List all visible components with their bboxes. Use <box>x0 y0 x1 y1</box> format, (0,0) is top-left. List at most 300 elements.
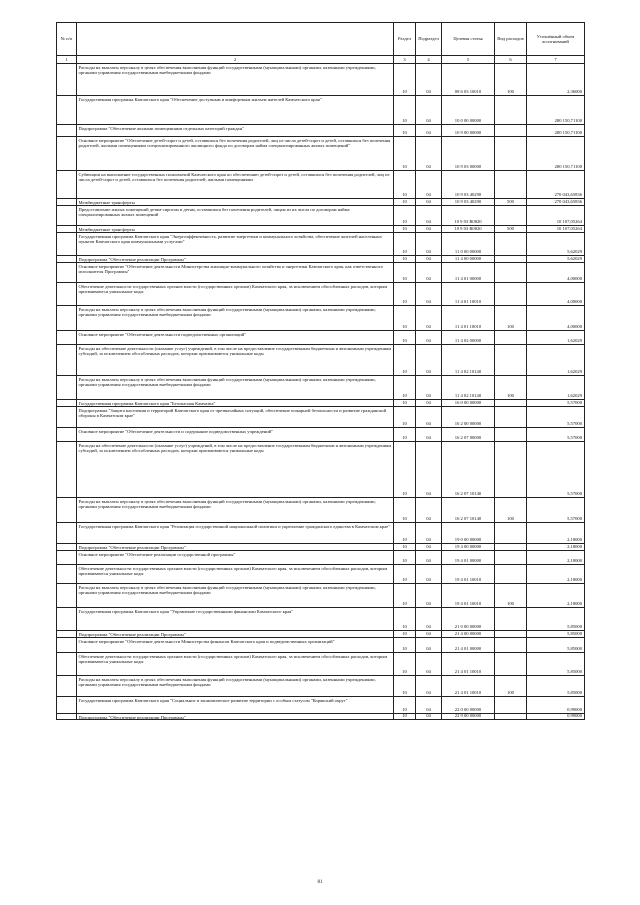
cell-section <box>393 608 415 630</box>
cell-subsection-text: 04 <box>426 369 431 374</box>
cell-amount-text: 5,57000 <box>567 435 582 440</box>
cell-target-text: 22 9 00 00000 <box>454 713 482 718</box>
cell-name <box>76 256 393 262</box>
cell-subsection <box>415 551 441 564</box>
cell-num <box>56 638 76 652</box>
cell-subsection <box>415 96 441 124</box>
cell-target <box>441 631 494 637</box>
cell-target-text: 16 2 07 10140 <box>454 516 482 521</box>
cell-num <box>56 171 76 198</box>
cell-name-text: Государственная программа Камчатского края "Обеспечение доступным и комфортным жильем жителей Камчатского края" <box>78 97 322 102</box>
cell-section-text: 10 <box>402 219 407 224</box>
cell-section <box>393 331 415 344</box>
cell-section <box>393 256 415 262</box>
cell-target-text: 08 6 03 10010 <box>454 89 482 94</box>
cell-subsection-text: 04 <box>426 276 431 281</box>
cell-target-text: 16 2 07 10140 <box>454 491 482 496</box>
cell-amount <box>526 331 585 344</box>
cell-name-text: Обеспечение деятельности государственных органов власти (государственных органов) Камчатского края, за исключением обособленных расходов, которым присваиваются уникальные коды <box>78 654 388 665</box>
table-row <box>56 226 585 233</box>
cell-num <box>56 125 76 136</box>
cell-target <box>441 584 494 607</box>
header-index-5: 5 <box>441 56 494 64</box>
cell-subsection <box>415 714 441 719</box>
cell-subsection-text: 04 <box>426 164 431 169</box>
cell-type-text: 100 <box>507 516 514 521</box>
cell-subsection <box>415 442 441 497</box>
cell-name-text: Основное мероприятие "Обеспечение деятельности Министерства финансов Камчатского края и подведомственных организаций" <box>78 639 335 644</box>
cell-name <box>76 125 393 136</box>
cell-subsection <box>415 400 441 406</box>
cell-num <box>56 306 76 330</box>
cell-type <box>494 697 526 713</box>
cell-amount <box>526 638 585 652</box>
cell-name-text: Предоставление жилых помещений детям-сиротам и детям, оставшимся без попечения родителей, лицам из их числа по договорам найма специализированных жилых помещений <box>78 207 350 218</box>
cell-subsection <box>415 565 441 583</box>
cell-section <box>393 306 415 330</box>
cell-section-text: 10 <box>402 393 407 398</box>
cell-target-text: 21 0 00 00000 <box>454 624 482 629</box>
cell-subsection <box>415 256 441 262</box>
cell-target <box>441 376 494 399</box>
cell-subsection-text: 04 <box>426 435 431 440</box>
cell-amount-text: 5,62029 <box>567 249 582 254</box>
cell-target-text: 10 9 00 00000 <box>454 130 482 135</box>
cell-target-text: 21 4 01 00000 <box>454 646 482 651</box>
cell-num <box>56 400 76 406</box>
cell-subsection <box>415 226 441 232</box>
cell-amount <box>526 199 585 205</box>
cell-amount-text: 280 150,71100 <box>554 118 582 123</box>
cell-name <box>76 206 393 225</box>
cell-amount <box>526 64 585 95</box>
cell-name-text: Основное мероприятие "Обеспечение деятельности подведомственных организаций" <box>78 332 246 337</box>
cell-section <box>393 523 415 543</box>
cell-amount-text: 270 043,65836 <box>554 192 582 197</box>
cell-section <box>393 407 415 427</box>
cell-num <box>56 442 76 497</box>
cell-name-text: Основное мероприятие "Обеспечение реализации государственной программы" <box>78 552 236 557</box>
cell-subsection-text: 04 <box>426 192 431 197</box>
cell-section-text: 10 <box>402 199 407 204</box>
table-row <box>56 523 585 544</box>
cell-name-text: Подпрограмма "Защита населения и территорий Камчатского края от чрезвычайных ситуаций, обеспечение пожарной безопасности и развитие гражданской обороны в Камчатском крае" <box>78 408 387 419</box>
cell-name <box>76 226 393 232</box>
cell-section <box>393 442 415 497</box>
cell-section <box>393 565 415 583</box>
cell-amount <box>526 676 585 696</box>
cell-num <box>56 714 76 719</box>
cell-amount-text: 5,85000 <box>567 690 582 695</box>
cell-subsection-text: 04 <box>426 669 431 674</box>
cell-subsection-text: 04 <box>426 516 431 521</box>
cell-subsection-text: 04 <box>426 299 431 304</box>
cell-amount-text: 5,57000 <box>567 421 582 426</box>
cell-section-text: 10 <box>402 537 407 542</box>
cell-section <box>393 345 415 375</box>
cell-subsection <box>415 631 441 637</box>
cell-section <box>393 171 415 198</box>
cell-name-text: Расходы на обеспечение деятельности (оказание услуг) учреждений, в том числе на предоставление государственным бюджетным и автономным учреждениям субсидий, за исключением обособленных расходов, которым присваиваются уникальные коды <box>78 346 392 357</box>
cell-num <box>56 283 76 305</box>
cell-target <box>441 199 494 205</box>
cell-subsection <box>415 199 441 205</box>
table-row <box>56 171 585 199</box>
cell-amount <box>526 345 585 375</box>
cell-type <box>494 608 526 630</box>
cell-subsection <box>415 428 441 441</box>
cell-section <box>393 714 415 719</box>
cell-target <box>441 206 494 225</box>
cell-amount <box>526 407 585 427</box>
cell-amount-text: 5,85000 <box>567 624 582 629</box>
cell-name <box>76 565 393 583</box>
cell-name-text: Государственная программа Камчатского края "Энергоэффективность, развитие энергетики и коммунального хозяйства, обеспечение жителей населенных пунктов Камчатского края коммунальными услугами" <box>78 234 382 245</box>
cell-amount <box>526 631 585 637</box>
cell-target-text: 11 4 01 10010 <box>454 324 482 329</box>
cell-subsection-text: 04 <box>426 491 431 496</box>
table-row <box>56 263 585 283</box>
cell-type <box>494 653 526 675</box>
cell-type <box>494 544 526 550</box>
cell-name <box>76 523 393 543</box>
cell-type <box>494 498 526 522</box>
header-type: Вид расходов <box>494 22 526 56</box>
cell-subsection <box>415 498 441 522</box>
header-index-4: 4 <box>415 56 441 64</box>
cell-section-text: 10 <box>402 707 407 712</box>
cell-target <box>441 345 494 375</box>
cell-num <box>56 376 76 399</box>
cell-target <box>441 638 494 652</box>
cell-section-text: 10 <box>402 256 407 261</box>
table-row <box>56 376 585 400</box>
table-row <box>56 283 585 306</box>
cell-type <box>494 584 526 607</box>
cell-amount-text: 280 150,71100 <box>554 130 582 135</box>
cell-num <box>56 631 76 637</box>
cell-amount-text: 10 107,05264 <box>556 226 582 231</box>
table-row <box>56 206 585 226</box>
table-row <box>56 125 585 137</box>
cell-type <box>494 407 526 427</box>
cell-target-text: 21 4 00 00000 <box>454 631 482 636</box>
cell-subsection-text: 04 <box>426 421 431 426</box>
cell-name <box>76 171 393 198</box>
header-target: Целевая статья <box>441 22 494 56</box>
cell-amount-text: 2,18000 <box>567 537 582 542</box>
cell-section-text: 10 <box>402 226 407 231</box>
cell-subsection <box>415 653 441 675</box>
table-row <box>56 653 585 676</box>
cell-amount-text: 1,62029 <box>567 338 582 343</box>
cell-section-text: 10 <box>402 516 407 521</box>
cell-section <box>393 544 415 550</box>
cell-type-text: 100 <box>507 393 514 398</box>
cell-name-text: Расходы на выплаты персоналу в целях обеспечения выполнения функций государственными (муниципальными) органами, казенными учреждениями, органами управления государственными внебюджетными фондами <box>78 677 376 688</box>
cell-type-text: 100 <box>507 324 514 329</box>
cell-section-text: 10 <box>402 690 407 695</box>
cell-amount-text: 5,62029 <box>567 256 582 261</box>
cell-name <box>76 407 393 427</box>
cell-amount <box>526 137 585 170</box>
cell-subsection <box>415 125 441 136</box>
cell-section <box>393 199 415 205</box>
table-row <box>56 233 585 256</box>
cell-name <box>76 306 393 330</box>
cell-section <box>393 226 415 232</box>
cell-name <box>76 676 393 696</box>
cell-type <box>494 263 526 282</box>
cell-section <box>393 551 415 564</box>
cell-amount <box>526 697 585 713</box>
header-name <box>76 22 393 56</box>
cell-target <box>441 676 494 696</box>
cell-name-text: Подпрограмма "Обеспечение жилыми помещениями отдельных категорий граждан" <box>78 126 244 131</box>
cell-target-text: 11 0 00 00000 <box>454 249 482 254</box>
cell-name <box>76 653 393 675</box>
cell-target-text: 21 4 01 10010 <box>454 690 482 695</box>
cell-amount-text: 10 107,05264 <box>556 219 582 224</box>
cell-num <box>56 428 76 441</box>
cell-section-text: 10 <box>402 299 407 304</box>
cell-num <box>56 226 76 232</box>
cell-type <box>494 714 526 719</box>
cell-type <box>494 631 526 637</box>
cell-name-text: Субвенции на выполнение государственных полномочий Камчатского края по обеспечению детей-сирот и детей, оставшихся без попечения родителей, лиц из числа детей-сирот и детей, оставшихся без попечения родителей, жилыми помещениями <box>78 172 390 183</box>
cell-name <box>76 64 393 95</box>
cell-subsection-text: 04 <box>426 544 431 549</box>
table-row <box>56 714 585 720</box>
cell-amount <box>526 400 585 406</box>
table-row <box>56 199 585 206</box>
cell-name-text: Межбюджетные трансферты <box>78 200 135 205</box>
cell-subsection-text: 04 <box>426 400 431 405</box>
cell-type <box>494 442 526 497</box>
cell-type <box>494 565 526 583</box>
cell-amount <box>526 233 585 255</box>
cell-amount <box>526 125 585 136</box>
cell-target-text: 10 9 03 R0820 <box>454 219 482 224</box>
header-amount: Уточнённый объем ассигнований <box>526 22 585 56</box>
cell-subsection-text: 04 <box>426 130 431 135</box>
cell-section <box>393 676 415 696</box>
header-index-3: 3 <box>393 56 415 64</box>
cell-subsection-text: 04 <box>426 707 431 712</box>
table-row <box>56 498 585 523</box>
table-row <box>56 442 585 498</box>
cell-amount <box>526 714 585 719</box>
cell-name-text: Подпрограмма "Обеспечение реализации Программы" <box>78 715 186 720</box>
cell-subsection <box>415 544 441 550</box>
cell-subsection <box>415 64 441 95</box>
cell-subsection <box>415 676 441 696</box>
table-row <box>56 345 585 376</box>
cell-type-text: 500 <box>507 199 514 204</box>
cell-amount <box>526 96 585 124</box>
cell-amount <box>526 306 585 330</box>
cell-type <box>494 233 526 255</box>
cell-name-text: Государственная программа Камчатского края "Реализация государственной национальной политики и укрепление гражданского единства в Камчатском крае" <box>78 524 391 529</box>
cell-name <box>76 442 393 497</box>
table-row <box>56 400 585 407</box>
cell-section <box>393 428 415 441</box>
header-subsection: Подраздел <box>415 22 441 56</box>
cell-section-text: 10 <box>402 130 407 135</box>
cell-type <box>494 226 526 232</box>
cell-section <box>393 125 415 136</box>
cell-num <box>56 199 76 205</box>
cell-section-text: 10 <box>402 646 407 651</box>
cell-name <box>76 137 393 170</box>
cell-subsection-text: 04 <box>426 631 431 636</box>
cell-target-text: 11 4 01 00000 <box>454 276 482 281</box>
cell-name <box>76 233 393 255</box>
cell-name <box>76 376 393 399</box>
cell-section-text: 10 <box>402 669 407 674</box>
cell-amount <box>526 565 585 583</box>
table-row <box>56 697 585 714</box>
cell-target-text: 19 4 01 00000 <box>454 558 482 563</box>
header-index-1: 1 <box>56 56 76 64</box>
cell-section <box>393 137 415 170</box>
cell-section-text: 10 <box>402 192 407 197</box>
cell-subsection-text: 04 <box>426 601 431 606</box>
cell-section-text: 10 <box>402 369 407 374</box>
cell-amount-text: 2,18000 <box>567 558 582 563</box>
cell-subsection <box>415 407 441 427</box>
table-row <box>56 631 585 638</box>
cell-amount <box>526 544 585 550</box>
table-row <box>56 551 585 565</box>
cell-amount <box>526 442 585 497</box>
cell-type <box>494 96 526 124</box>
cell-type <box>494 256 526 262</box>
cell-amount-text: 0,99000 <box>567 707 582 712</box>
table-row <box>56 64 585 96</box>
cell-amount <box>526 498 585 522</box>
cell-section-text: 10 <box>402 491 407 496</box>
cell-name-text: Основное мероприятие "Обеспечение детей-сирот и детей, оставшихся без попечения родителей, лиц из числа детей-сирот и детей, оставшихся без попечения родителей, жилыми помещениями специализированного жилищного фонда по договорам найма специализированных жилых помещений" <box>78 138 391 149</box>
cell-amount-text: 4,00000 <box>567 276 582 281</box>
cell-name <box>76 345 393 375</box>
cell-amount <box>526 256 585 262</box>
cell-target <box>441 233 494 255</box>
table-row <box>56 306 585 331</box>
cell-amount-text: 280 150,71100 <box>554 164 582 169</box>
cell-target-text: 10 0 00 00000 <box>454 118 482 123</box>
cell-section <box>393 263 415 282</box>
cell-amount <box>526 376 585 399</box>
cell-amount-text: 5,85000 <box>567 631 582 636</box>
cell-subsection <box>415 206 441 225</box>
table-row <box>56 407 585 428</box>
cell-name <box>76 400 393 406</box>
table-row <box>56 137 585 171</box>
cell-num <box>56 551 76 564</box>
cell-subsection <box>415 376 441 399</box>
cell-type <box>494 171 526 198</box>
cell-num <box>56 498 76 522</box>
cell-num <box>56 263 76 282</box>
cell-amount-text: 1,62029 <box>567 393 582 398</box>
cell-amount-text: 4,00000 <box>567 324 582 329</box>
cell-subsection <box>415 171 441 198</box>
cell-name <box>76 331 393 344</box>
cell-target-text: 19 4 00 00000 <box>454 544 482 549</box>
cell-target-text: 19 4 01 10010 <box>454 601 482 606</box>
cell-section-text: 10 <box>402 400 407 405</box>
cell-num <box>56 565 76 583</box>
cell-subsection <box>415 523 441 543</box>
cell-subsection <box>415 283 441 305</box>
cell-amount-text: 0,99000 <box>567 713 582 718</box>
table-row <box>56 428 585 442</box>
cell-amount-text: 2,18000 <box>567 544 582 549</box>
cell-name <box>76 283 393 305</box>
cell-target-text: 16 2 07 00000 <box>454 435 482 440</box>
cell-type <box>494 428 526 441</box>
cell-target <box>441 523 494 543</box>
cell-type <box>494 638 526 652</box>
cell-subsection-text: 04 <box>426 89 431 94</box>
cell-target-text: 10 9 03 R0820 <box>454 226 482 231</box>
table-row <box>56 608 585 631</box>
cell-section-text: 10 <box>402 544 407 549</box>
cell-subsection-text: 04 <box>426 537 431 542</box>
cell-num <box>56 96 76 124</box>
cell-target <box>441 283 494 305</box>
header-section: Раздел <box>393 22 415 56</box>
cell-section <box>393 64 415 95</box>
cell-subsection <box>415 608 441 630</box>
cell-num <box>56 544 76 550</box>
cell-target <box>441 400 494 406</box>
cell-subsection-text: 04 <box>426 256 431 261</box>
cell-num <box>56 137 76 170</box>
cell-amount-text: 2,36000 <box>567 89 582 94</box>
cell-target <box>441 544 494 550</box>
cell-num <box>56 256 76 262</box>
cell-amount <box>526 523 585 543</box>
cell-name-text: Расходы на выплаты персоналу в целях обеспечения выполнения функций государственными (муниципальными) органами, казенными учреждениями, органами управления государственными внебюджетными фондами <box>78 585 376 596</box>
cell-subsection-text: 04 <box>426 219 431 224</box>
cell-amount <box>526 283 585 305</box>
header-index-6: 6 <box>494 56 526 64</box>
cell-subsection-text: 04 <box>426 199 431 204</box>
cell-amount-text: 5,57000 <box>567 491 582 496</box>
cell-target <box>441 226 494 232</box>
cell-target <box>441 428 494 441</box>
cell-subsection-text: 04 <box>426 226 431 231</box>
cell-section <box>393 631 415 637</box>
cell-target <box>441 171 494 198</box>
cell-subsection-text: 04 <box>426 393 431 398</box>
cell-type <box>494 345 526 375</box>
cell-amount-text: 5,85000 <box>567 669 582 674</box>
cell-name-text: Расходы на выплаты персоналу в целях обеспечения выполнения функций государственными (муниципальными) органами, казенными учреждениями, органами управления государственными внебюджетными фондами <box>78 65 376 76</box>
cell-name-text: Государственная программа Камчатского края "Управление государственными финансами Камчатского края" <box>78 609 294 614</box>
cell-name <box>76 631 393 637</box>
cell-target <box>441 407 494 427</box>
cell-name-text: Расходы на выплаты персоналу в целях обеспечения выполнения функций государственными (муниципальными) органами, казенными учреждениями, органами управления государственными внебюджетными фондами <box>78 499 376 510</box>
cell-name <box>76 714 393 719</box>
cell-name-text: Подпрограмма "Обеспечение реализации Программы" <box>78 257 186 262</box>
cell-amount <box>526 653 585 675</box>
cell-type <box>494 551 526 564</box>
cell-num <box>56 407 76 427</box>
cell-target <box>441 608 494 630</box>
